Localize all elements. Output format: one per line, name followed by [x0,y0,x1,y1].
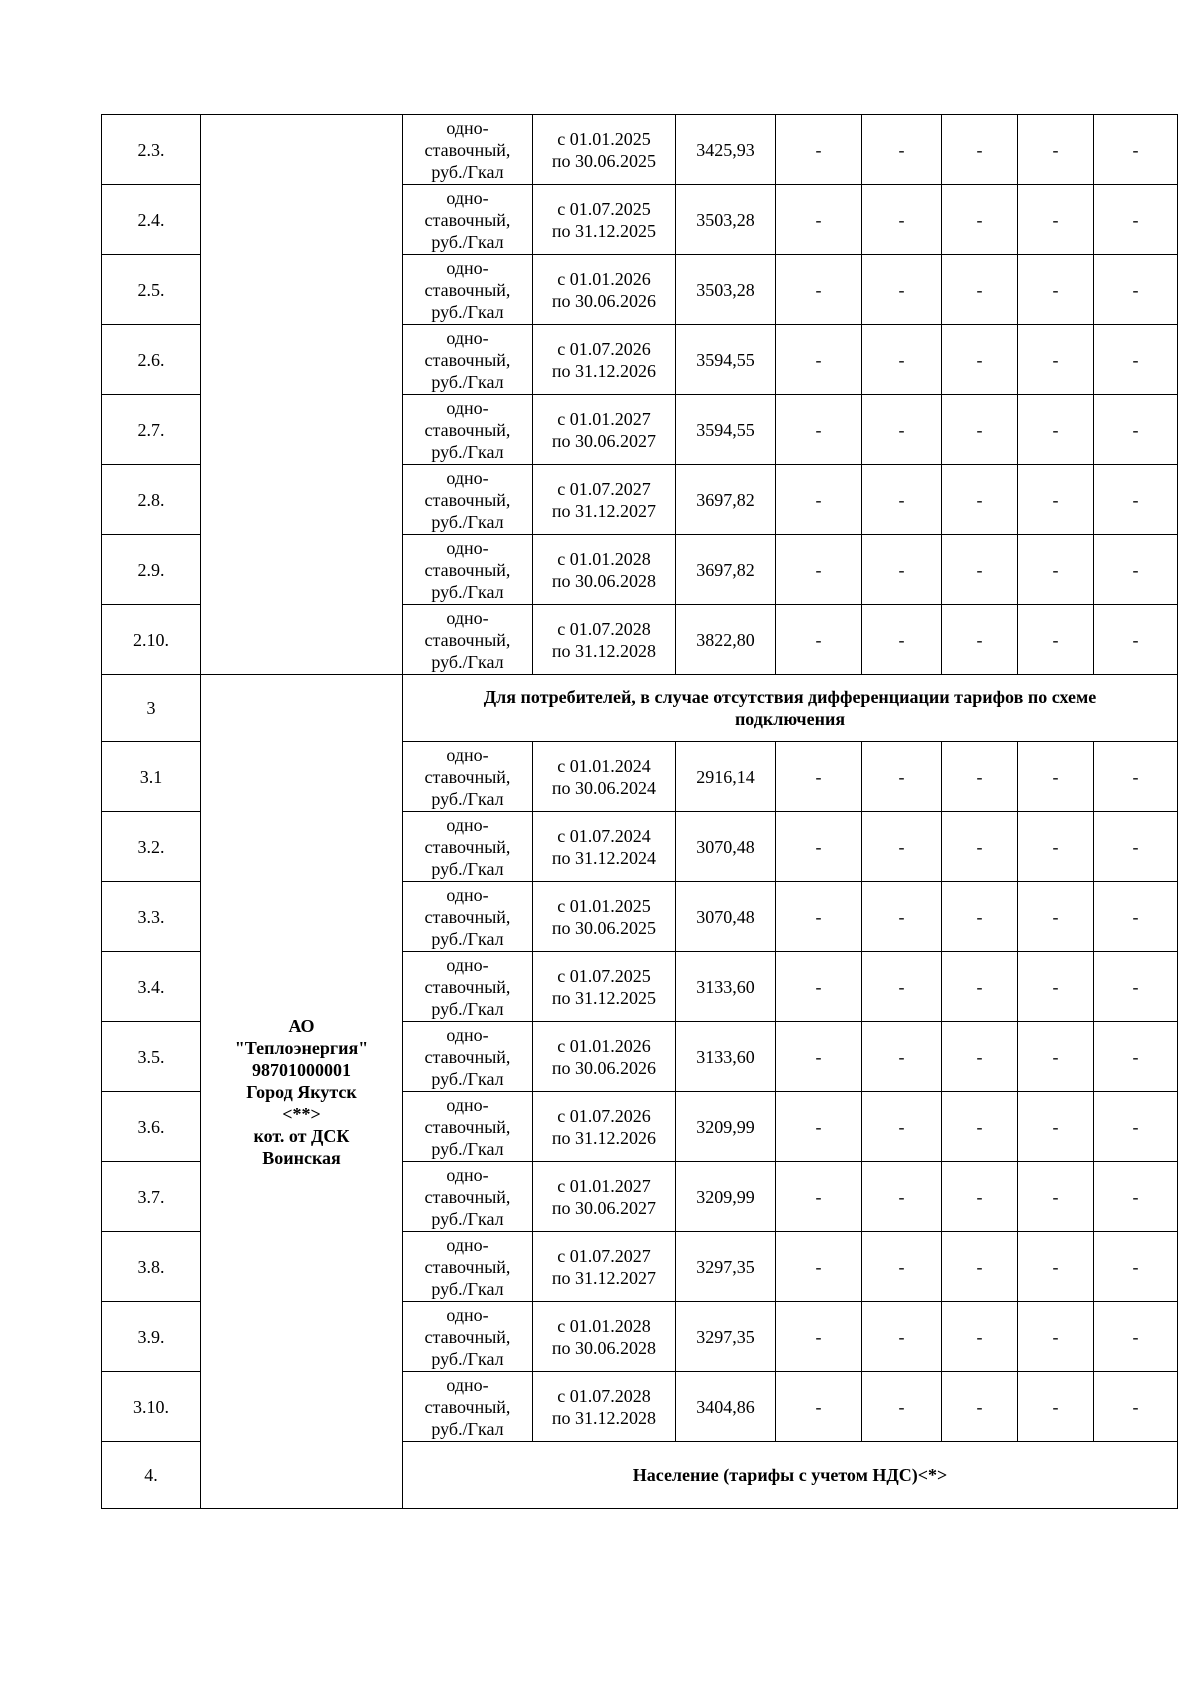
dash-cell: - [776,1092,862,1162]
dash-cell: - [1018,115,1094,185]
row-number: 3.10. [102,1372,201,1442]
tariff-kind: одно- ставочный, руб./Гкал [403,1092,533,1162]
tariff-value: 3594,55 [676,325,776,395]
dash-cell: - [942,535,1018,605]
dash-cell: - [862,1162,942,1232]
tariff-period: с 01.07.2028 по 31.12.2028 [533,605,676,675]
row-number: 2.8. [102,465,201,535]
dash-cell: - [942,1092,1018,1162]
organization-cell [201,675,403,1509]
dash-cell: - [862,325,942,395]
dash-cell: - [942,882,1018,952]
tariff-kind: одно- ставочный, руб./Гкал [403,325,533,395]
org-line: <**> [282,1103,321,1124]
tariff-period: с 01.01.2028 по 30.06.2028 [533,1302,676,1372]
dash-cell: - [942,1022,1018,1092]
dash-cell: - [1018,185,1094,255]
dash-cell: - [776,395,862,465]
tariff-kind: одно- ставочный, руб./Гкал [403,742,533,812]
tariff-kind: одно- ставочный, руб./Гкал [403,185,533,255]
dash-cell: - [942,395,1018,465]
tariff-kind: одно- ставочный, руб./Гкал [403,465,533,535]
dash-cell: - [1018,395,1094,465]
dash-cell: - [1094,255,1178,325]
dash-cell: - [942,325,1018,395]
dash-cell: - [1018,952,1094,1022]
tariff-period: с 01.01.2027 по 30.06.2027 [533,1162,676,1232]
dash-cell: - [1018,1372,1094,1442]
dash-cell: - [862,882,942,952]
org-line: Воинская [262,1147,341,1168]
tariff-period: с 01.07.2025 по 31.12.2025 [533,185,676,255]
dash-cell: - [1094,115,1178,185]
tariff-kind: одно- ставочный, руб./Гкал [403,1302,533,1372]
tariff-period: с 01.01.2026 по 30.06.2026 [533,1022,676,1092]
dash-cell: - [1018,882,1094,952]
dash-cell: - [942,1232,1018,1302]
organization-cell-empty [201,115,403,675]
dash-cell: - [1094,1162,1178,1232]
dash-cell: - [862,465,942,535]
tariff-value: 3697,82 [676,465,776,535]
org-line: Город Якутск [246,1081,357,1102]
tariff-period: с 01.07.2026 по 31.12.2026 [533,1092,676,1162]
dash-cell: - [776,1232,862,1302]
dash-cell: - [776,255,862,325]
dash-cell: - [942,812,1018,882]
dash-cell: - [862,742,942,812]
section-number: 4. [102,1442,201,1509]
dash-cell: - [862,952,942,1022]
dash-cell: - [862,1232,942,1302]
dash-cell: - [776,605,862,675]
dash-cell: - [776,185,862,255]
row-number: 2.10. [102,605,201,675]
tariff-kind: одно- ставочный, руб./Гкал [403,952,533,1022]
tariff-kind: одно- ставочный, руб./Гкал [403,605,533,675]
section-title: Население (тарифы с учетом НДС)<*> [403,1442,1178,1509]
dash-cell: - [862,535,942,605]
dash-cell: - [862,395,942,465]
row-number: 3.1 [102,742,201,812]
tariff-kind: одно- ставочный, руб./Гкал [403,1372,533,1442]
dash-cell: - [1018,605,1094,675]
row-number: 2.5. [102,255,201,325]
dash-cell: - [776,882,862,952]
dash-cell: - [1094,465,1178,535]
row-number: 2.9. [102,535,201,605]
tariff-value: 3503,28 [676,255,776,325]
tariff-kind: одно- ставочный, руб./Гкал [403,1022,533,1092]
dash-cell: - [1094,185,1178,255]
dash-cell: - [862,255,942,325]
row-number: 2.7. [102,395,201,465]
dash-cell: - [942,605,1018,675]
tariff-value: 3133,60 [676,952,776,1022]
tariff-kind: одно- ставочный, руб./Гкал [403,255,533,325]
row-number: 3.5. [102,1022,201,1092]
dash-cell: - [1018,255,1094,325]
dash-cell: - [776,1302,862,1372]
dash-cell: - [942,952,1018,1022]
tariff-value: 3209,99 [676,1092,776,1162]
dash-cell: - [776,742,862,812]
row-number: 3.8. [102,1232,201,1302]
dash-cell: - [1018,742,1094,812]
dash-cell: - [1094,1092,1178,1162]
dash-cell: - [776,1162,862,1232]
dash-cell: - [1018,1232,1094,1302]
tariff-period: с 01.01.2026 по 30.06.2026 [533,255,676,325]
tariff-kind: одно- ставочный, руб./Гкал [403,115,533,185]
dash-cell: - [776,325,862,395]
tariff-period: с 01.01.2025 по 30.06.2025 [533,115,676,185]
tariff-period: с 01.07.2028 по 31.12.2028 [533,1372,676,1442]
dash-cell: - [1018,1302,1094,1372]
org-line: 98701000001 [252,1059,351,1080]
tariff-period: с 01.07.2027 по 31.12.2027 [533,465,676,535]
tariff-value: 3425,93 [676,115,776,185]
dash-cell: - [862,812,942,882]
dash-cell: - [1094,1232,1178,1302]
tariff-kind: одно- ставочный, руб./Гкал [403,1162,533,1232]
table-row [102,115,1178,185]
dash-cell: - [942,465,1018,535]
tariff-period: с 01.01.2028 по 30.06.2028 [533,535,676,605]
dash-cell: - [862,185,942,255]
tariff-kind: одно- ставочный, руб./Гкал [403,535,533,605]
tariff-kind: одно- ставочный, руб./Гкал [403,812,533,882]
tariff-value: 3822,80 [676,605,776,675]
row-number: 2.3. [102,115,201,185]
dash-cell: - [1094,605,1178,675]
tariff-value: 3297,35 [676,1302,776,1372]
dash-cell: - [1018,812,1094,882]
row-number: 3.3. [102,882,201,952]
dash-cell: - [1094,535,1178,605]
dash-cell: - [776,1372,862,1442]
tariff-period: с 01.07.2024 по 31.12.2024 [533,812,676,882]
dash-cell: - [1094,742,1178,812]
row-number: 2.4. [102,185,201,255]
dash-cell: - [1094,812,1178,882]
section-header-row [102,675,1178,742]
dash-cell: - [1018,325,1094,395]
dash-cell: - [942,1372,1018,1442]
tariff-kind: одно- ставочный, руб./Гкал [403,882,533,952]
dash-cell: - [776,535,862,605]
dash-cell: - [862,115,942,185]
tariff-value: 3070,48 [676,812,776,882]
dash-cell: - [1018,465,1094,535]
tariff-kind: одно- ставочный, руб./Гкал [403,1232,533,1302]
tariff-value: 3697,82 [676,535,776,605]
org-line: кот. от ДСК [253,1125,350,1146]
org-line: "Теплоэнергия" [234,1037,369,1058]
tariff-value: 2916,14 [676,742,776,812]
tariff-period: с 01.07.2027 по 31.12.2027 [533,1232,676,1302]
dash-cell: - [862,1372,942,1442]
tariff-value: 3209,99 [676,1162,776,1232]
dash-cell: - [1094,882,1178,952]
row-number: 3.7. [102,1162,201,1232]
dash-cell: - [1018,535,1094,605]
dash-cell: - [1094,952,1178,1022]
dash-cell: - [1094,1022,1178,1092]
dash-cell: - [942,115,1018,185]
dash-cell: - [1094,395,1178,465]
dash-cell: - [1094,1372,1178,1442]
tariff-value: 3594,55 [676,395,776,465]
tariff-table [101,114,1178,1509]
tariff-period: с 01.07.2025 по 31.12.2025 [533,952,676,1022]
tariff-kind: одно- ставочный, руб./Гкал [403,395,533,465]
dash-cell: - [1094,325,1178,395]
section-title: Для потребителей, в случае отсутствия дифференциации тарифов по схеме подключения [403,675,1178,742]
dash-cell: - [862,1302,942,1372]
dash-cell: - [776,115,862,185]
dash-cell: - [1094,1302,1178,1372]
dash-cell: - [776,812,862,882]
dash-cell: - [862,1092,942,1162]
row-number: 3.2. [102,812,201,882]
dash-cell: - [776,1022,862,1092]
row-number: 3.4. [102,952,201,1022]
row-number: 3.9. [102,1302,201,1372]
tariff-period: с 01.01.2025 по 30.06.2025 [533,882,676,952]
tariff-table-body [102,115,1178,1509]
dash-cell: - [942,255,1018,325]
org-line: АО [288,1015,315,1036]
section-number: 3 [102,675,201,742]
tariff-value: 3297,35 [676,1232,776,1302]
dash-cell: - [776,952,862,1022]
tariff-value: 3404,86 [676,1372,776,1442]
tariff-value: 3133,60 [676,1022,776,1092]
tariff-value: 3503,28 [676,185,776,255]
tariff-period: с 01.01.2027 по 30.06.2027 [533,395,676,465]
dash-cell: - [942,185,1018,255]
tariff-period: с 01.07.2026 по 31.12.2026 [533,325,676,395]
dash-cell: - [1018,1092,1094,1162]
dash-cell: - [776,465,862,535]
dash-cell: - [1018,1022,1094,1092]
dash-cell: - [862,605,942,675]
row-number: 2.6. [102,325,201,395]
tariff-value: 3070,48 [676,882,776,952]
tariff-period: с 01.01.2024 по 30.06.2024 [533,742,676,812]
row-number: 3.6. [102,1092,201,1162]
dash-cell: - [942,1302,1018,1372]
dash-cell: - [862,1022,942,1092]
dash-cell: - [942,1162,1018,1232]
dash-cell: - [1018,1162,1094,1232]
dash-cell: - [942,742,1018,812]
